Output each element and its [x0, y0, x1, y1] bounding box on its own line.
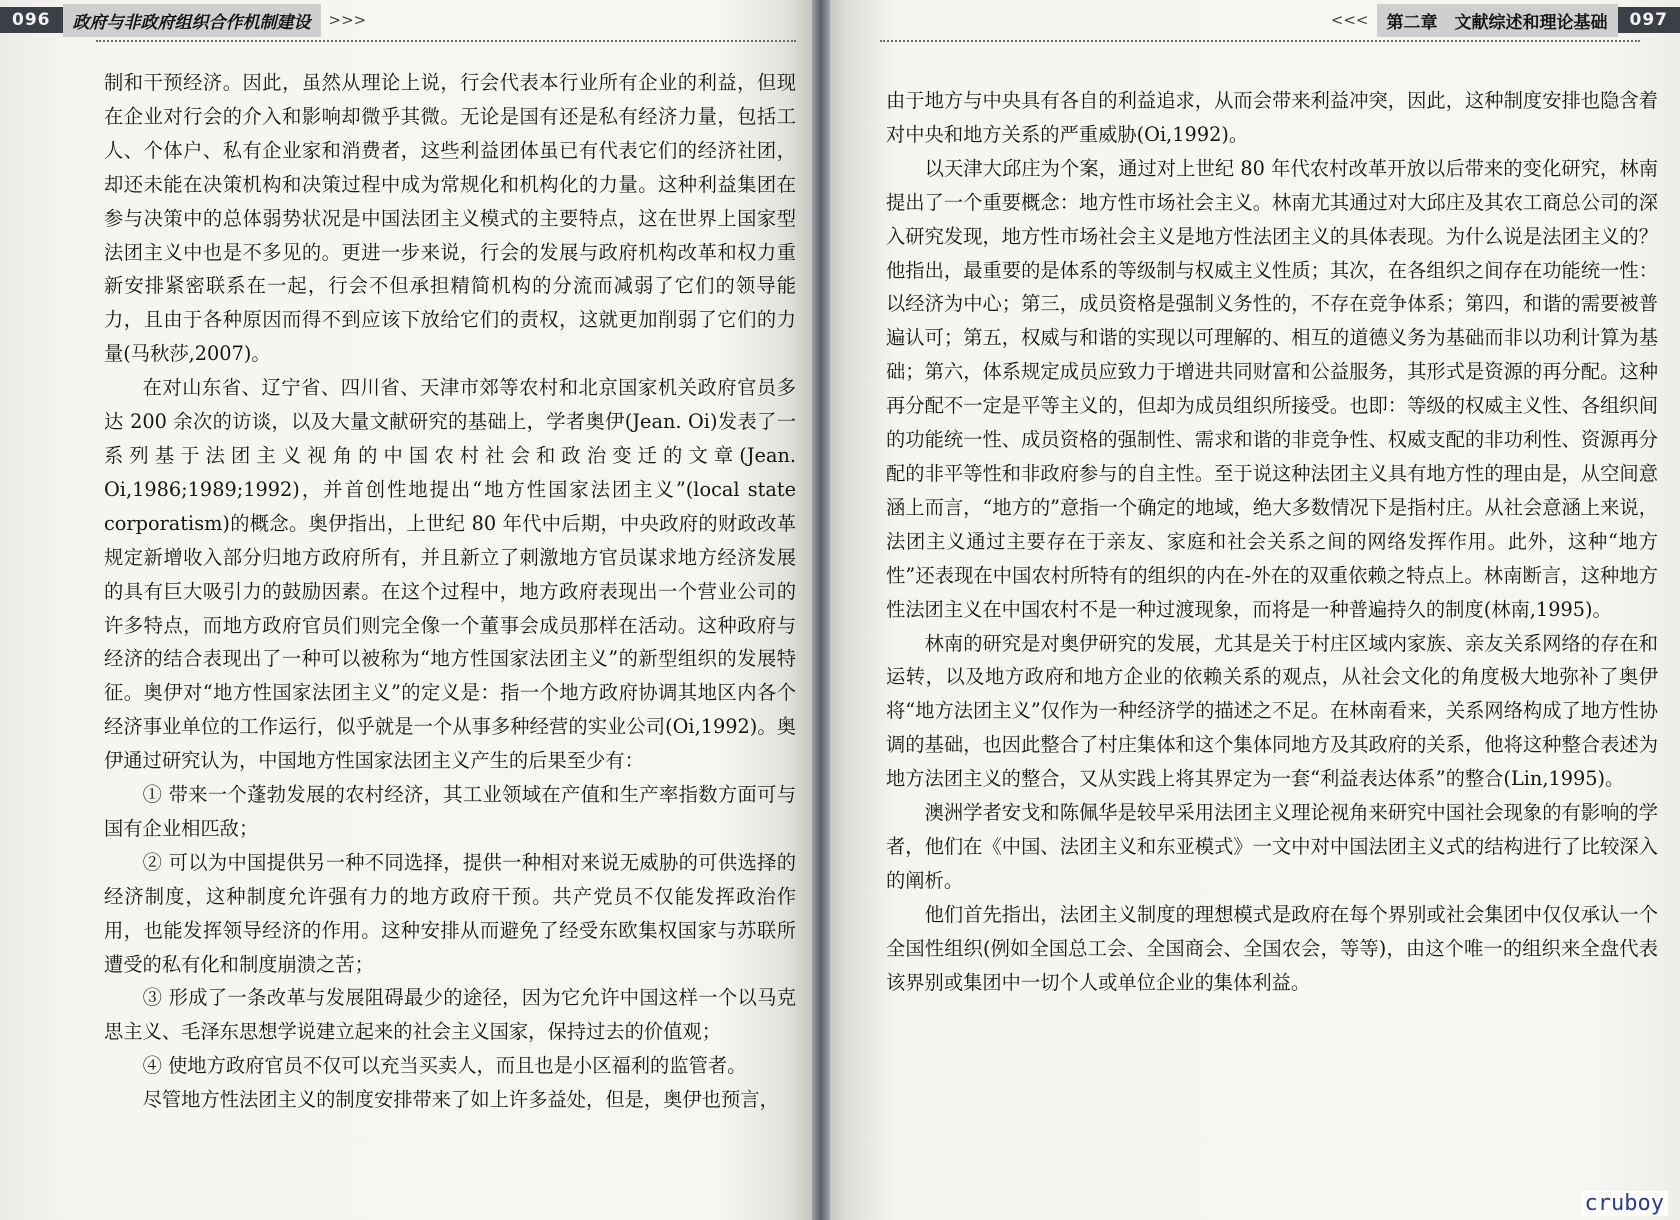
left-running-title: 政府与非政府组织合作机制建设: [63, 4, 321, 37]
book-gutter: [812, 0, 830, 1220]
left-title-arrows: >>>: [328, 11, 367, 29]
left-list-item: ④ 使地方政府官员不仅可以充当买卖人，而且也是小区福利的监管者。: [142, 1054, 747, 1078]
right-page: [820, 0, 1680, 1220]
right-paragraph: 由于地方与中央具有各自的利益追求，从而会带来利益冲突，因此，这种制度安排也隐含着对中央和地方关系的严重威胁(Oi,1992)。: [886, 89, 1658, 146]
left-page: [0, 0, 820, 1220]
right-paragraph: 澳洲学者安戈和陈佩华是较早采用法团主义理论视角来研究中国社会现象的有影响的学者，他们在《中国、法团主义和东亚模式》一文中对中国法团主义式的结构进行了比较深入的阐析。: [886, 801, 1658, 892]
left-list-item: ② 可以为中国提供另一种不同选择，提供一种相对来说无威胁的可供选择的经济制度，这种制度允许强有力的地方政府干预。共产党员不仅能发挥政治作用，也能发挥领导经济的作用。这种安排从而避免了经受东欧集权国家与苏联所遭受的私有化和制度崩溃之苦；: [104, 850, 796, 976]
right-running-title: 第二章 文献综述和理论基础: [1377, 4, 1618, 37]
right-paragraph: 他们首先指出，法团主义制度的理想模式是政府在每个界别或社会集团中仅仅承认一个全国性组织(例如全国总工会、全国商会、全国农会，等等)，由这个唯一的组织来全盘代表该界别或集团中一切个人或单位企业的集体利益。: [886, 902, 1658, 994]
right-paragraph: 林南的研究是对奥伊研究的发展，尤其是关于村庄区域内家族、亲友关系网络的存在和运转，以及地方政府和地方企业的依赖关系的观点，从社会文化的角度极大地弥补了奥伊将“地方法团主义”仅作为一种经济学的描述之不足。在林南看来，关系网络构成了地方性协调的基础，也因此整合了村庄集体和这个集体同地方及其政府的关系，他将这种整合表述为地方法团主义的整合，又从实践上将其界定为一套“利益表达体系”的整合(Lin,1995)。: [886, 631, 1658, 791]
left-page-header: [0, 4, 810, 36]
left-page-body: [104, 66, 796, 1117]
right-title-arrows: <<<: [1330, 11, 1369, 29]
left-paragraph: 在对山东省、辽宁省、四川省、天津市郊等农村和北京国家机关政府官员多达 200 余次的访谈，以及大量文献研究的基础上，学者奥伊(Jean. Oi)发表了一系列基于法团主义视角的中国农村社会和政治变迁的文章(Jean. Oi,1986;1989;1992)，并首创性地提出“地方性国家法团主义”(local state corporatism)的概念。奥伊指出，上世纪 80 年代中后期，中央政府的财政改革规定新增收入部分归地方政府所有，并且新立了刺激地方官员谋求地方经济发展的具有巨大吸引力的鼓励因素。在这个过程中，地方政府表现出一个营业公司的许多特点，而地方政府官员们则完全像一个董事会成员那样在活动。这种政府与经济的结合表现出了一种可以被称为“地方性国家法团主义”的新型组织的发展特征。奥伊对“地方性国家法团主义”的定义是：指一个地方政府协调其地区内各个经济事业单位的工作运行，似乎就是一个从事多种经营的实业公司(Oi,1992)。奥伊通过研究认为，中国地方性国家法团主义产生的后果至少有：: [104, 376, 796, 773]
scanner-watermark: cruboy: [1581, 1191, 1668, 1216]
right-page-header: [820, 4, 1680, 36]
left-paragraph: 尽管地方性法团主义的制度安排带来了如上许多益处，但是，奥伊也预言，: [142, 1088, 779, 1112]
left-paragraph: 制和干预经济。因此，虽然从理论上说，行会代表本行业所有企业的利益，但现在企业对行会的介入和影响却微乎其微。无论是国有还是私有经济力量，包括工人、个体户、私有企业家和消费者，这些利益团体虽已有代表它们的经济社团，却还未能在决策机构和决策过程中成为常规化和机构化的力量。这种利益集团在参与决策中的总体弱势状况是中国法团主义模式的主要特点，这在世界上国家型法团主义中也是不多见的。更进一步来说，行会的发展与政府机构改革和权力重新安排紧密联系在一起，行会不但承担精简机构的分流而减弱了它们的领导能力，且由于各种原因而得不到应该下放给它们的责权，这就更加削弱了它们的力量(马秋莎,2007)。: [104, 71, 796, 366]
right-page-number: 097: [1618, 7, 1680, 33]
left-list-item: ③ 形成了一条改革与发展阻碍最少的途径，因为它允许中国这样一个以马克思主义、毛泽东思想学说建立起来的社会主义国家，保持过去的价值观；: [104, 986, 796, 1044]
left-list-item: ① 带来一个蓬勃发展的农村经济，其工业领域在产值和生产率指数方面可与国有企业相匹敌；: [104, 783, 796, 840]
left-header-rule: [96, 40, 796, 42]
left-page-number: 096: [0, 7, 63, 33]
right-page-body: [886, 84, 1658, 999]
right-paragraph: 以天津大邱庄为个案，通过对上世纪 80 年代农村改革开放以后带来的变化研究，林南提出了一个重要概念：地方性市场社会主义。林南尤其通过对大邱庄及其农工商总公司的深入研究发现，地方性市场社会主义是地方性法团主义的具体表现。为什么说是法团主义的？他指出，最重要的是体系的等级制与权威主义性质；其次，在各组织之间存在功能统一性：以经济为中心；第三，成员资格是强制义务性的，不存在竞争体系；第四，和谐的需要被普遍认可；第五，权威与和谐的实现以可理解的、相互的道德义务为基础而非以功利计算为基础；第六，体系规定成员应致力于增进共同财富和公益服务，其形式是资源的再分配。这种再分配不一定是平等主义的，但却为成员组织所接受。也即：等级的权威主义性、各组织间的功能统一性、成员资格的强制性、需求和谐的非竞争性、权威支配的非功利性、资源再分配的非平等性和非政府参与的自主性。至于说这种法团主义具有地方性的理由是，从空间意涵上而言，“地方的”意指一个确定的地域，绝大多数情况下是指村庄。从社会意涵上来说，法团主义通过主要存在于亲友、家庭和社会关系之间的网络发挥作用。此外，这种“地方性”还表现在中国农村所特有的组织的内在-外在的双重依赖之特点上。林南断言，这种地方性法团主义在中国农村不是一种过渡现象，而将是一种普遍持久的制度(林南,1995)。: [886, 156, 1658, 621]
right-header-rule: [880, 40, 1640, 42]
